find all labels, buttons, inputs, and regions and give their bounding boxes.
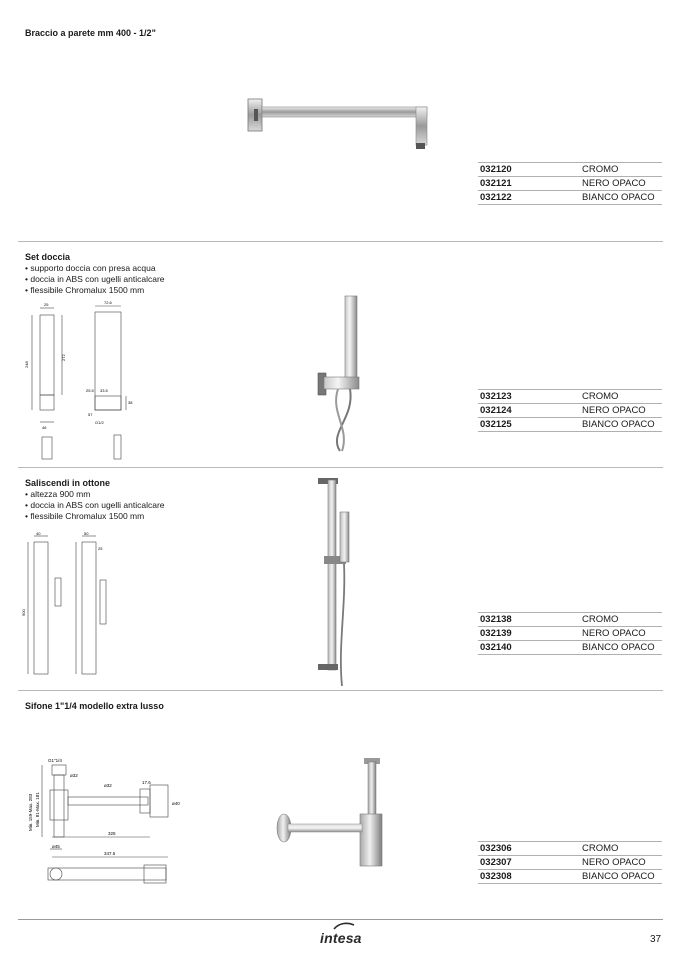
dimension-label: 17.6 [142, 780, 151, 785]
dimension-label: 25 [98, 546, 103, 551]
table-row: 032139 NERO OPACO [478, 627, 662, 641]
list-item: • doccia in ABS con ugelli anticalcare [25, 274, 165, 285]
table-row: 032138 CROMO [478, 613, 662, 627]
dimension-label: Min. 81-Max. 181 [35, 792, 40, 827]
dimension-label: ø32 [70, 773, 78, 778]
list-item: • flessibile Chromalux 1500 mm [25, 285, 165, 296]
dimension-label: 33.5 [100, 388, 108, 393]
feature-list [25, 263, 165, 296]
dimension-label: ø32 [104, 783, 112, 788]
product-title-saliscendi: Saliscendi in ottone [25, 478, 111, 488]
dimension-label: 25.5 [86, 388, 94, 393]
table-row: 032306 CROMO [478, 842, 662, 856]
page-number: 37 [650, 934, 662, 945]
variant-table-braccio [478, 162, 662, 205]
variant-table-sifone [478, 841, 662, 884]
dimension-label: 40 [36, 531, 41, 536]
table-row: 032120 CROMO [478, 163, 662, 177]
footer-divider [18, 919, 663, 920]
dimension-label: 38 [128, 400, 133, 405]
table-row: 032122 BIANCO OPACO [478, 191, 662, 205]
technical-drawing-saliscendi [22, 530, 122, 680]
variant-table-saliscendi [478, 612, 662, 655]
dimension-label: 272 [61, 354, 66, 361]
dimension-label: ø45 [52, 844, 60, 849]
dimension-label: 25 [44, 302, 49, 307]
list-item: • doccia in ABS con ugelli anticalcare [25, 500, 165, 511]
dimension-label: ø40 [172, 801, 180, 806]
table-row: 032121 NERO OPACO [478, 177, 662, 191]
dimension-label: 900 [21, 609, 26, 616]
table-row: 032125 BIANCO OPACO [478, 418, 662, 432]
shower-set-image [310, 293, 365, 453]
list-item: • flessibile Chromalux 1500 mm [25, 511, 165, 522]
dimension-label: 57 [88, 412, 93, 417]
brand-logo: intesa [320, 930, 362, 946]
technical-drawing-sifone [22, 755, 192, 890]
list-item: • supporto doccia con presa acqua [25, 263, 165, 274]
slide-bar-image [312, 476, 360, 688]
wall-arm-image [240, 95, 435, 155]
dimension-label: 72.6 [104, 300, 112, 305]
dimension-label: 325 [108, 831, 116, 836]
product-title-braccio: Braccio a parete mm 400 - 1/2" [25, 28, 156, 38]
table-row: 032307 NERO OPACO [478, 856, 662, 870]
dimension-label: 50 [84, 531, 89, 536]
product-title-set-doccia: Set doccia [25, 252, 71, 262]
dimension-label: G1"1/4 [48, 758, 62, 763]
feature-list [25, 489, 165, 522]
dimension-label: 46 [42, 425, 47, 430]
table-row: 032140 BIANCO OPACO [478, 641, 662, 655]
divider [18, 241, 663, 242]
table-row: 032124 NERO OPACO [478, 404, 662, 418]
variant-table-set-doccia [478, 389, 662, 432]
dimension-label: G1/2 [95, 420, 104, 425]
table-row: 032123 CROMO [478, 390, 662, 404]
table-row: 032308 BIANCO OPACO [478, 870, 662, 884]
dimension-label: 248 [24, 361, 29, 368]
technical-drawing-set-doccia [22, 300, 147, 465]
divider [18, 690, 663, 691]
product-title-sifone: Sifone 1"1/4 modello extra lusso [25, 701, 164, 711]
dimension-label: 347.5 [104, 851, 116, 856]
divider [18, 467, 663, 468]
brand-swoosh-icon [333, 922, 355, 930]
siphon-image [272, 752, 402, 872]
dimension-label: Min. 159-Max. 283 [28, 793, 33, 831]
list-item: • altezza 900 mm [25, 489, 165, 500]
